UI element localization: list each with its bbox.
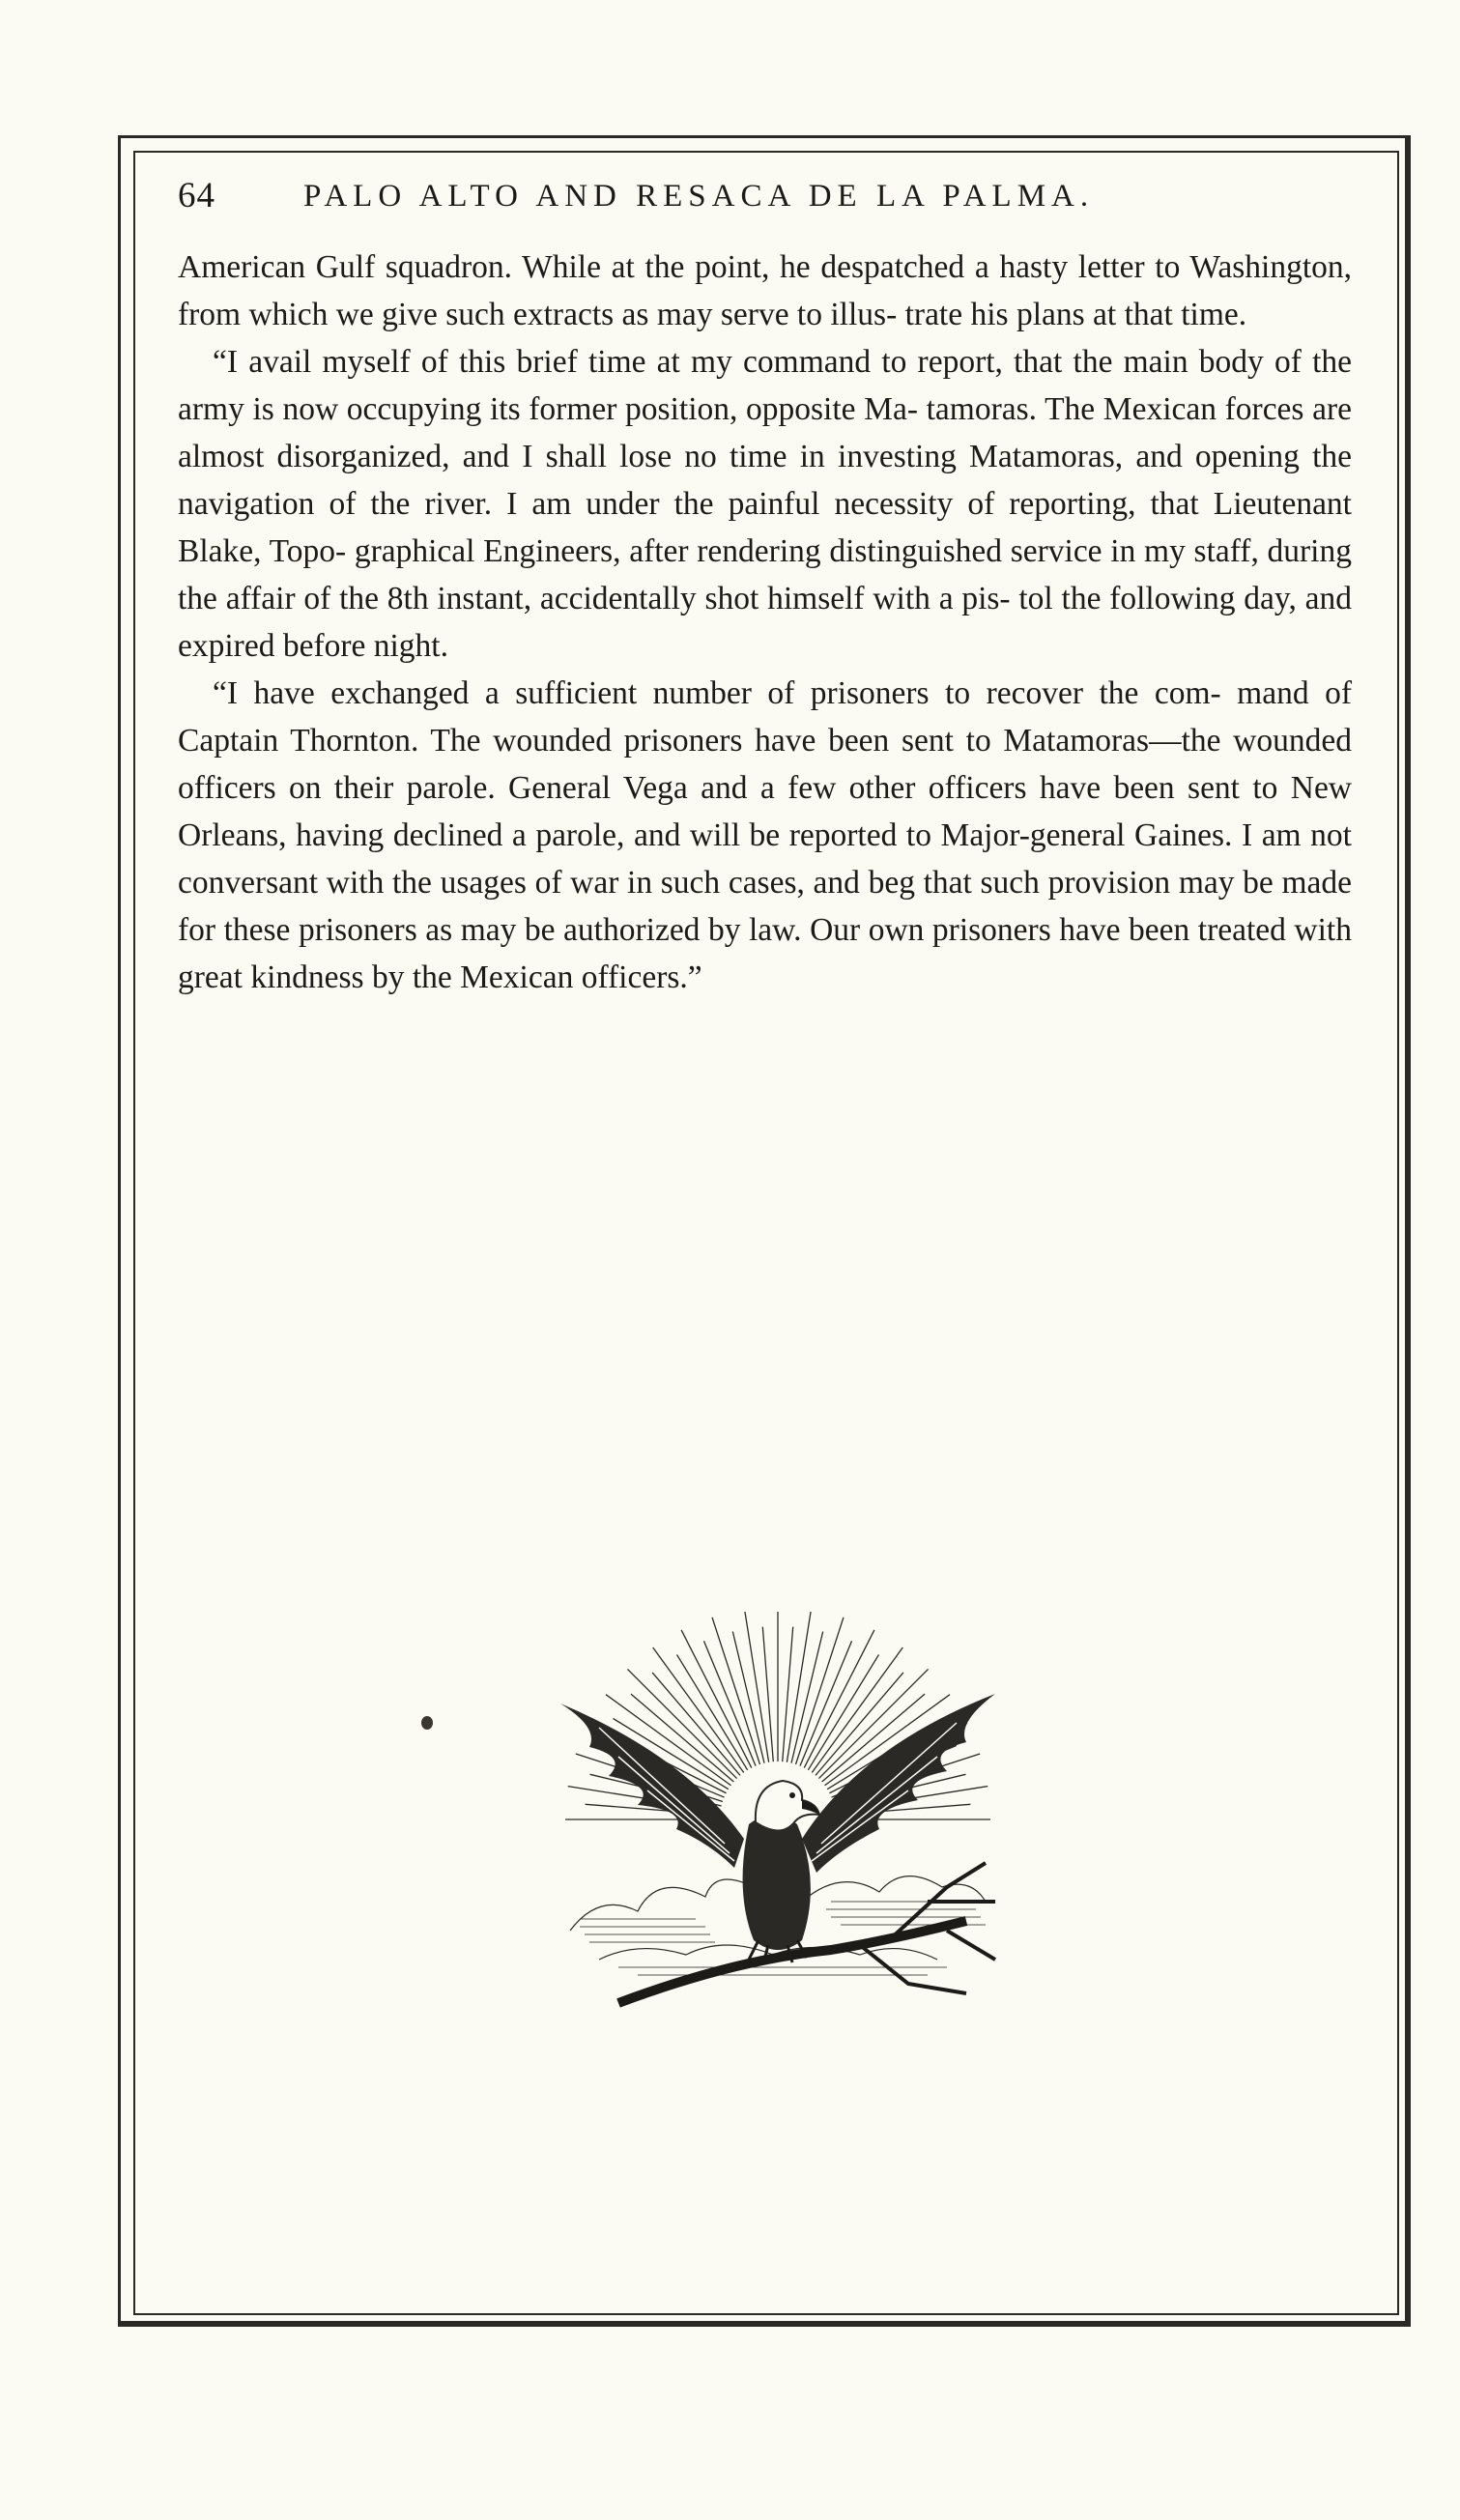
body-text xyxy=(178,243,1352,1001)
sun-ray xyxy=(762,1627,773,1762)
sun-ray xyxy=(796,1618,844,1764)
sun-ray xyxy=(808,1654,878,1769)
sun-ray xyxy=(703,1641,756,1765)
running-title: PALO ALTO AND RESACA DE LA PALMA. xyxy=(303,179,1095,214)
sun-ray xyxy=(712,1618,759,1764)
sun-ray xyxy=(677,1654,748,1769)
page-header xyxy=(178,175,1352,227)
sun-ray xyxy=(787,1612,811,1762)
eagle-vignette-icon xyxy=(541,1612,1015,2018)
ink-speck xyxy=(421,1716,433,1730)
page-number: 64 xyxy=(178,176,215,215)
sun-ray xyxy=(732,1632,764,1763)
sun-ray xyxy=(800,1641,852,1765)
sun-ray xyxy=(791,1632,823,1763)
sun-ray xyxy=(783,1627,793,1762)
paragraph-2: “I avail myself of this brief time at my command to report, that the main body of the army is now occupying its former position, opposite Ma- tamoras. The Mexican forces are almost disorganized, and I shall lose no time in investing Matamoras, and opening the navigation of the river. I am under the painful necessity of reporting, that Lieutenant Blake, Topo- graphical Engineers, after rendering distinguished service in my staff, during the affair of the 8th instant, accidentally shot himself with a pis- tol the following day, and expired before night. xyxy=(178,344,1352,664)
sun-ray xyxy=(653,1647,744,1772)
paragraph-3: “I have exchanged a sufficient number of prisoners to recover the com- mand of Captain Thornton. The wounded prisoners have been sent to Matamoras—the wounded officers on their parole. General Vega and a few other officers have been sent to New Orleans, having declined a parole, and will be reported to Major-general Gaines. I am not conversant with the usages of war in such cases, and beg that such provision may be made for these prisoners as may be authorized by law. Our own prisoners have been treated with great kindness by the Mexican officers.” xyxy=(178,675,1352,995)
paragraph-1: American Gulf squadron. While at the point, he despatched a hasty letter to Washington, from which we give such extracts as may serve to illus- trate his plans at that time. xyxy=(178,249,1352,332)
sun-ray xyxy=(745,1612,769,1762)
